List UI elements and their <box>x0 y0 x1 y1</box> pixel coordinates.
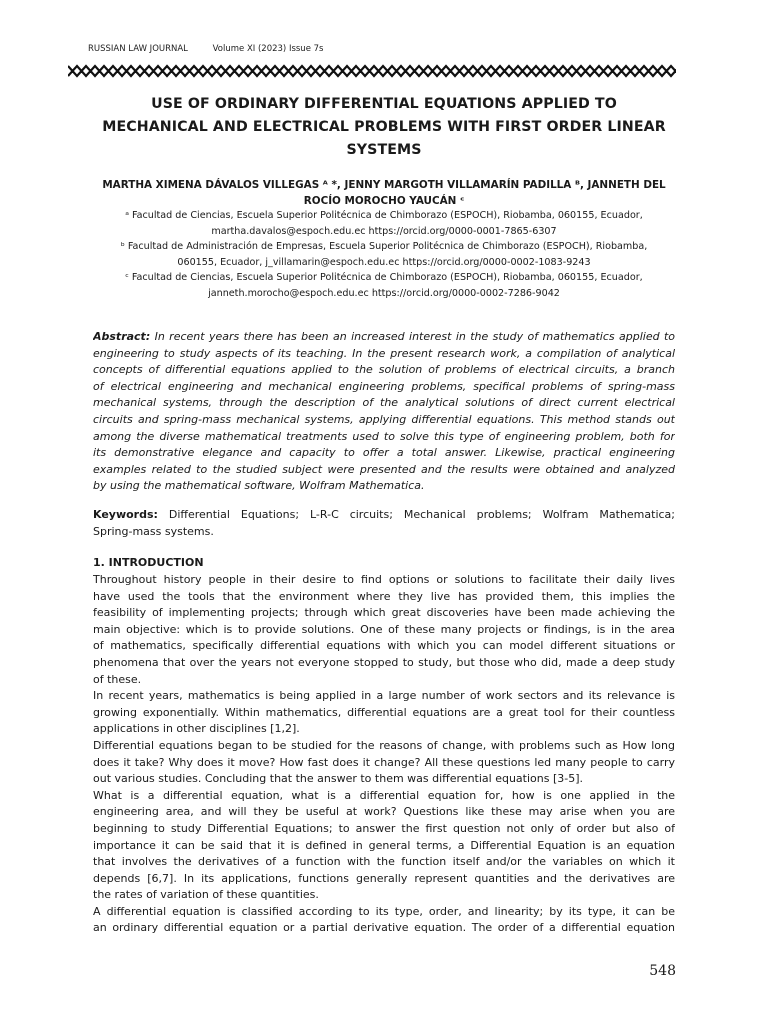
author-line: ROCÍO MOROCHO YAUCÁN ᶜ <box>303 195 465 207</box>
body-line: feasibility of implementing projects; through which great discoveries have been made achieving the <box>93 606 675 620</box>
abstract-line: engineering to study aspects of its teaching. In the present research work, a compilation of analytical <box>93 346 675 360</box>
body-line: applications in other disciplines [1,2]. <box>93 722 300 736</box>
body-line: Throughout history people in their desire to find options or solutions to facilitate their daily lives <box>93 573 675 586</box>
page-number: 548 <box>649 963 676 979</box>
affiliation-line: ᵇ Facultad de Administración de Empresas, Escuela Superior Politécnica de Chimborazo (ESPOCH), Riobamba, <box>120 241 648 253</box>
body-line: depends [6,7]. In its applications, functions generally represent quantities and the derivatives are <box>93 871 675 885</box>
title-line: SYSTEMS <box>346 142 422 158</box>
body-line: out various studies. Concluding that the answer to them was differential equations [3-5]. <box>93 772 584 786</box>
body-line: engineering area, and will they be useful at work? Questions like these may arise when you are <box>93 805 675 819</box>
abstract-line: mechanical systems, through the description of the analytical solutions of direct current electrical <box>93 396 675 410</box>
abstract-line: of electrical engineering and mechanical engineering problems, specifical problems of spring-mass <box>93 379 675 393</box>
running-head <box>88 44 323 54</box>
body-line: that involves the derivatives of a function with the function itself and/or the variables on which it <box>93 855 675 869</box>
abstract-line: among the diverse mathematical treatments used to solve this type of engineering problem, both for <box>93 429 675 443</box>
body-line: an ordinary differential equation or a partial derivative equation. The order of a differential equation <box>93 921 675 935</box>
body-line: What is a differential equation, what is a differential equation for, how is one applied in the <box>93 788 675 802</box>
body-line: Differential equations began to be studied for the reasons of change, with problems such as How long <box>93 738 675 752</box>
body-line: A differential equation is classified according to its type, order, and linearity; by its type, it can be <box>93 904 675 918</box>
affiliation-line: ᶜ Facultad de Ciencias, Escuela Superior Politécnica de Chimborazo (ESPOCH), Riobamba, 060155, Ecuador, <box>125 272 643 284</box>
body-line: have used the tools that the environment where they live has provided them, this implies the <box>93 589 675 603</box>
abstract-line: examples related to the studied subject were presented and the results were obtained and analyzed <box>93 462 675 476</box>
decorative-zigzag-rule <box>68 62 676 80</box>
body-line: does it take? Why does it move? How fast does it change? All these questions led many people to carry <box>93 755 675 769</box>
body-line: the rates of variation of these quantities. <box>93 888 319 902</box>
body-line: growing exponentially. Within mathematics, differential equations are a great tool for their countless <box>93 705 675 719</box>
journal-name: RUSSIAN LAW JOURNAL <box>88 44 188 54</box>
body-line: beginning to study Differential Equations; to answer the first question not only of order but also of <box>93 821 675 835</box>
body-line: of these. <box>93 672 142 686</box>
abstract-line: by using the mathematical software, Wolfram Mathematica. <box>93 479 425 493</box>
title-line: MECHANICAL AND ELECTRICAL PROBLEMS WITH FIRST ORDER LINEAR <box>102 119 666 135</box>
body-line: In recent years, mathematics is being applied in a large number of work sectors and its relevance is <box>93 689 675 703</box>
keywords-line <box>93 507 675 524</box>
body-line: phenomena that over the years not everyone stopped to study, but those who did, made a deep study <box>93 655 675 669</box>
body-line: of mathematics, specifically differential equations with which you can model different situations or <box>93 639 675 653</box>
keywords-text: Differential Equations; L-R-C circuits; Mechanical problems; Wolfram Mathematica; <box>168 508 675 521</box>
affiliation-line: ᵃ Facultad de Ciencias, Escuela Superior Politécnica de Chimborazo (ESPOCH), Riobamba, 060155, Ecuador, <box>125 210 643 221</box>
body-line: main objective: which is to provide solutions. One of these many projects or findings, is in the area <box>93 622 675 636</box>
author-list <box>80 177 688 209</box>
affiliation-line: 060155, Ecuador, j_villamarin@espoch.edu.ec https://orcid.org/0000-0002-1083-9243 <box>177 256 591 268</box>
keywords-label: Keywords: <box>93 508 158 521</box>
abstract <box>93 329 675 495</box>
body-line: importance it can be said that it is defined in general terms, a Differential Equation is an equation <box>93 838 675 852</box>
abstract-label: Abstract: <box>93 330 151 343</box>
title-line: USE OF ORDINARY DIFFERENTIAL EQUATIONS APPLIED TO <box>151 96 617 112</box>
abstract-line: circuits and spring-mass mechanical systems, applying differential equations. This method stands out <box>93 412 675 426</box>
introduction-body <box>93 572 675 937</box>
keywords-line: Spring-mass systems. <box>93 524 214 538</box>
abstract-line: its demonstrative elegance and capacity to offer a total answer. Likewise, practical engineering <box>93 446 675 460</box>
abstract-text: In recent years there has been an increased interest in the study of mathematics applied to <box>154 330 675 343</box>
author-line: MARTHA XIMENA DÁVALOS VILLEGAS ᴬ *, JENNY MARGOTH VILLAMARÍN PADILLA ᴮ, JANNETH DEL <box>102 179 666 191</box>
abstract-line <box>93 329 675 346</box>
affiliation-line: janneth.morocho@espoch.edu.ec https://orcid.org/0000-0002-7286-9042 <box>208 287 560 299</box>
abstract-line: concepts of differential equations applied to the solution of problems of electrical circuits, a branch <box>93 363 675 377</box>
volume-issue: Volume XI (2023) Issue 7s <box>212 44 324 54</box>
affiliation-line: martha.davalos@espoch.edu.ec https://orcid.org/0000-0001-7865-6307 <box>211 225 557 237</box>
affiliations <box>80 208 688 302</box>
keywords <box>93 507 675 540</box>
paper-title <box>80 93 688 162</box>
section-heading-introduction: 1. INTRODUCTION <box>93 556 204 569</box>
